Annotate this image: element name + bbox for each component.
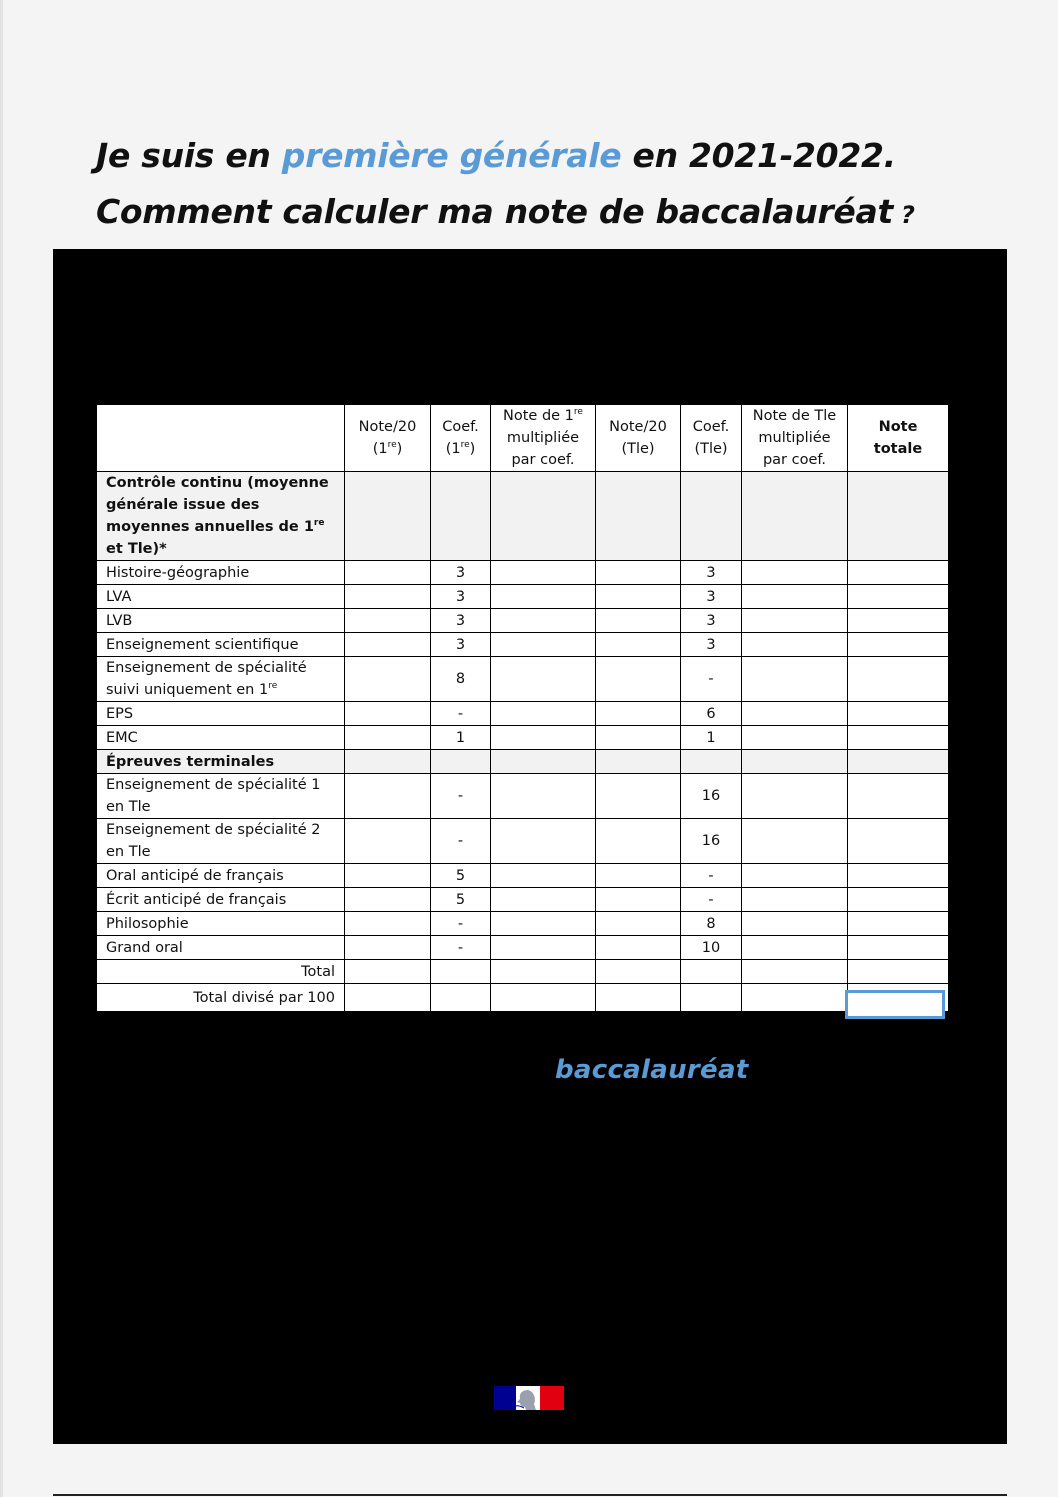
mult-1re-cell[interactable] — [491, 561, 596, 585]
note-tle-cell[interactable] — [596, 657, 681, 702]
coef-1re-cell: 8 — [431, 657, 491, 702]
table-row — [97, 609, 949, 633]
mult-tle-cell[interactable] — [742, 726, 848, 750]
header-coef-1re: Coef. (1re) — [431, 405, 491, 472]
note-tle-cell[interactable] — [596, 864, 681, 888]
table-row — [97, 888, 949, 912]
row-label: Enseignement de spécialité 2 en Tle — [97, 819, 345, 864]
coef-1re-cell: 1 — [431, 726, 491, 750]
header-empty-cell — [97, 405, 345, 472]
coef-1re-cell: - — [431, 936, 491, 960]
total-cell[interactable] — [848, 774, 949, 819]
coef-tle-cell: - — [681, 657, 742, 702]
mult-1re-cell[interactable] — [491, 633, 596, 657]
row-label: LVA — [97, 585, 345, 609]
table-row — [97, 702, 949, 726]
note-1re-cell[interactable] — [345, 864, 431, 888]
header-mult-tle: Note de Tle multipliée par coef. — [742, 405, 848, 472]
header-note-totale: Note totale — [848, 405, 949, 472]
mult-tle-cell[interactable] — [742, 774, 848, 819]
mult-tle-cell[interactable] — [742, 561, 848, 585]
section-cc-label: Contrôle continu (moyenne générale issue des moyennes annuelles de 1re et Tle)* — [97, 472, 345, 561]
table-row — [97, 561, 949, 585]
total-cell[interactable] — [848, 585, 949, 609]
coef-tle-cell: - — [681, 888, 742, 912]
total-cell[interactable] — [848, 864, 949, 888]
table-row — [97, 774, 949, 819]
total-label: Total — [97, 960, 345, 984]
flag-blue-band — [494, 1386, 516, 1410]
total-cell[interactable] — [848, 657, 949, 702]
coef-1re-cell: 5 — [431, 888, 491, 912]
section-epreuves-terminales — [97, 750, 949, 774]
row-label: Enseignement scientifique — [97, 633, 345, 657]
total-cell[interactable] — [848, 726, 949, 750]
mult-tle-cell[interactable] — [742, 657, 848, 702]
table-row — [97, 864, 949, 888]
note-tle-cell[interactable] — [596, 774, 681, 819]
page-title — [96, 128, 915, 243]
note-1re-cell[interactable] — [345, 702, 431, 726]
note-1re-cell[interactable] — [345, 633, 431, 657]
row-label: Grand oral — [97, 936, 345, 960]
coef-tle-cell: 3 — [681, 633, 742, 657]
note-1re-cell[interactable] — [345, 819, 431, 864]
coef-1re-cell: 5 — [431, 864, 491, 888]
mult-1re-cell[interactable] — [491, 726, 596, 750]
coef-tle-cell: 16 — [681, 774, 742, 819]
table-header-row — [97, 405, 949, 472]
mult-tle-cell[interactable] — [742, 864, 848, 888]
table-row — [97, 726, 949, 750]
note-1re-cell[interactable] — [345, 888, 431, 912]
section-controle-continu — [97, 472, 949, 561]
row-label: Enseignement de spécialité 1 en Tle — [97, 774, 345, 819]
note-tle-cell[interactable] — [596, 888, 681, 912]
note-tle-cell[interactable] — [596, 585, 681, 609]
note-1re-cell[interactable] — [345, 936, 431, 960]
mult-tle-cell[interactable] — [742, 888, 848, 912]
row-label: EMC — [97, 726, 345, 750]
title-accent: première générale — [281, 136, 622, 175]
total-cell[interactable] — [848, 633, 949, 657]
coef-tle-cell: 3 — [681, 609, 742, 633]
mult-1re-cell[interactable] — [491, 912, 596, 936]
header-note-1re: Note/20 (1re) — [345, 405, 431, 472]
total-divided-row — [97, 984, 949, 1012]
marianne-profile-icon — [514, 1388, 538, 1410]
total-cell[interactable] — [848, 819, 949, 864]
coef-1re-cell: 3 — [431, 561, 491, 585]
total-cell[interactable] — [848, 936, 949, 960]
total-cell[interactable] — [848, 561, 949, 585]
coef-1re-cell: 3 — [431, 585, 491, 609]
grade-table — [96, 404, 949, 1012]
row-label: Histoire-géographie — [97, 561, 345, 585]
mult-tle-cell[interactable] — [742, 585, 848, 609]
note-tle-cell[interactable] — [596, 702, 681, 726]
note-tle-cell[interactable] — [596, 561, 681, 585]
total-divided-label: Total divisé par 100 — [97, 984, 345, 1012]
row-label: Écrit anticipé de français — [97, 888, 345, 912]
note-1re-cell[interactable] — [345, 912, 431, 936]
row-label: EPS — [97, 702, 345, 726]
coef-1re-cell: 3 — [431, 633, 491, 657]
coef-1re-cell: - — [431, 702, 491, 726]
note-tle-cell[interactable] — [596, 726, 681, 750]
mult-tle-cell[interactable] — [742, 609, 848, 633]
coef-1re-cell: 3 — [431, 609, 491, 633]
mult-tle-cell[interactable] — [742, 633, 848, 657]
total-cell[interactable] — [848, 702, 949, 726]
total-cell[interactable] — [848, 609, 949, 633]
coef-1re-cell: - — [431, 774, 491, 819]
note-tle-cell[interactable] — [596, 609, 681, 633]
flag-white-band — [516, 1386, 540, 1410]
coef-1re-cell: - — [431, 912, 491, 936]
table-row — [97, 819, 949, 864]
note-1re-cell[interactable] — [345, 609, 431, 633]
mult-1re-cell[interactable] — [491, 609, 596, 633]
mult-1re-cell[interactable] — [491, 657, 596, 702]
flag-red-band — [540, 1386, 564, 1410]
bottom-divider — [53, 1494, 1007, 1496]
mult-1re-cell[interactable] — [491, 936, 596, 960]
mult-tle-cell[interactable] — [742, 819, 848, 864]
total-sum-cell[interactable] — [848, 960, 949, 984]
title-line1: Je suis en première générale en 2021-2022. — [96, 136, 896, 175]
mult-1re-cell[interactable] — [491, 585, 596, 609]
note-1re-cell[interactable] — [345, 726, 431, 750]
coef-tle-cell: 8 — [681, 912, 742, 936]
coef-tle-cell: - — [681, 864, 742, 888]
table-row — [97, 633, 949, 657]
coef-1re-cell: - — [431, 819, 491, 864]
coef-tle-cell: 3 — [681, 561, 742, 585]
mult-tle-cell[interactable] — [742, 702, 848, 726]
note-1re-cell[interactable] — [345, 774, 431, 819]
mult-1re-cell[interactable] — [491, 819, 596, 864]
coef-tle-cell: 3 — [681, 585, 742, 609]
total-row — [97, 960, 949, 984]
mult-1re-cell[interactable] — [491, 702, 596, 726]
table-row — [97, 912, 949, 936]
header-mult-1re: Note de 1re multipliée par coef. — [491, 405, 596, 472]
table-row — [97, 585, 949, 609]
header-coef-tle: Coef. (Tle) — [681, 405, 742, 472]
table-row — [97, 657, 949, 702]
coef-tle-cell: 10 — [681, 936, 742, 960]
note-1re-cell[interactable] — [345, 561, 431, 585]
row-label: Enseignement de spécialité suivi uniquement en 1re — [97, 657, 345, 702]
note-tle-cell[interactable] — [596, 819, 681, 864]
marianne-flag-logo — [494, 1386, 564, 1410]
coef-tle-cell: 1 — [681, 726, 742, 750]
mult-1re-cell[interactable] — [491, 888, 596, 912]
mult-tle-cell[interactable] — [742, 912, 848, 936]
section-et-label: Épreuves terminales — [97, 750, 345, 774]
note-tle-cell[interactable] — [596, 633, 681, 657]
title-line2: Comment calculer ma note de baccalauréat ? — [96, 192, 915, 231]
mult-1re-cell[interactable] — [491, 864, 596, 888]
coef-tle-cell: 16 — [681, 819, 742, 864]
note-tle-cell[interactable] — [596, 936, 681, 960]
table-row — [97, 936, 949, 960]
note-1re-cell[interactable] — [345, 585, 431, 609]
coef-tle-cell: 6 — [681, 702, 742, 726]
mult-1re-cell[interactable] — [491, 774, 596, 819]
baccalaureat-heading: baccalauréat — [555, 1055, 749, 1085]
row-label: Oral anticipé de français — [97, 864, 345, 888]
final-grade-highlight[interactable] — [845, 990, 945, 1019]
total-cell[interactable] — [848, 888, 949, 912]
row-label: Philosophie — [97, 912, 345, 936]
note-1re-cell[interactable] — [345, 657, 431, 702]
page-edge — [0, 0, 3, 1497]
header-note-tle: Note/20 (Tle) — [596, 405, 681, 472]
row-label: LVB — [97, 609, 345, 633]
mult-tle-cell[interactable] — [742, 936, 848, 960]
note-tle-cell[interactable] — [596, 912, 681, 936]
total-cell[interactable] — [848, 912, 949, 936]
